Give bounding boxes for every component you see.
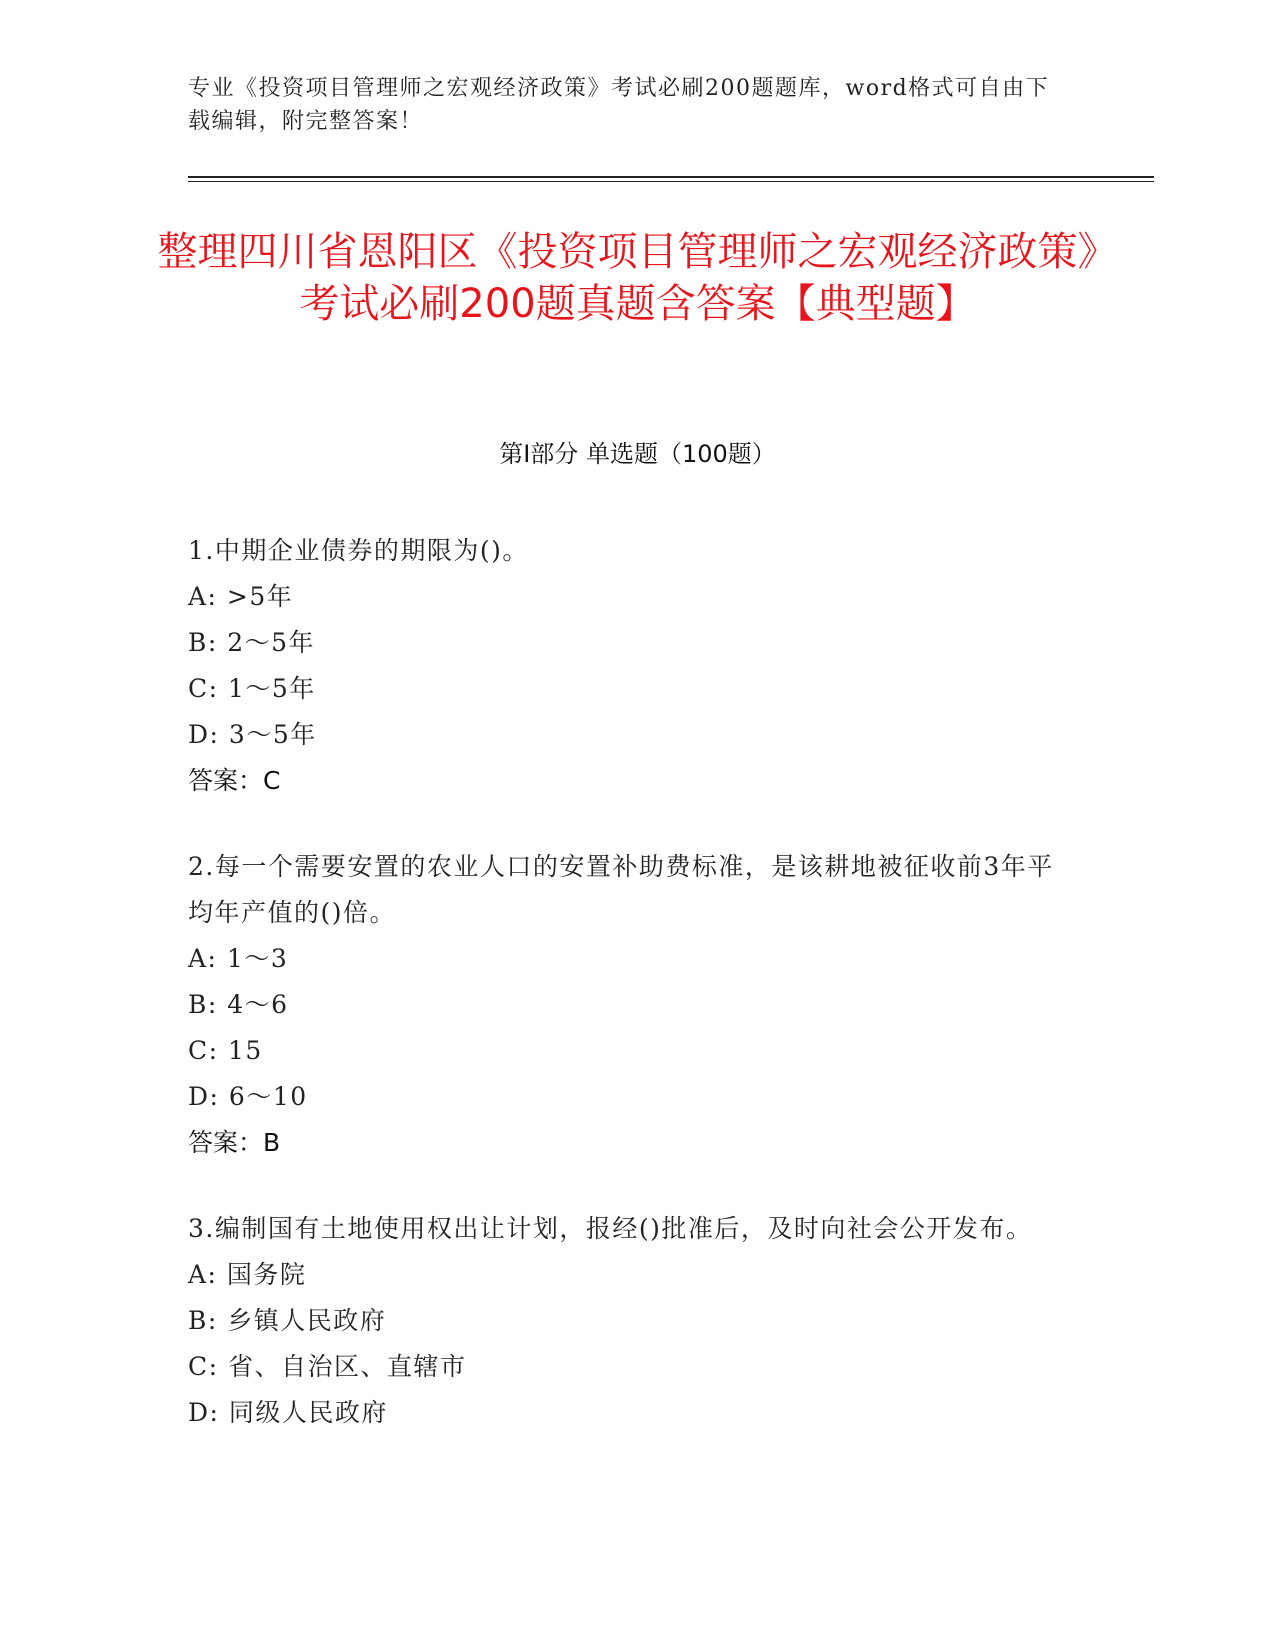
option-d: D: 3～5年 — [188, 720, 317, 749]
question-stem: 2.每一个需要安置的农业人口的安置补助费标准，是该耕地被征收前3年平均年产值的()倍。 — [188, 852, 1054, 927]
option-a: A: 国务院 — [188, 1260, 307, 1289]
option-c: C: 15 — [188, 1036, 263, 1065]
section-heading: 第Ⅰ部分 单选题（100题） — [499, 440, 776, 468]
option-b: B: 2～5年 — [188, 628, 316, 657]
question-3 — [188, 1206, 1068, 1436]
option-a: A: >5年 — [188, 582, 294, 611]
header-note: 专业《投资项目管理师之宏观经济政策》考试必刷200题题库，word格式可自由下载编辑，附完整答案！ — [188, 76, 1050, 134]
option-b: B: 4～6 — [188, 990, 289, 1019]
document-title: 整理四川省恩阳区《投资项目管理师之宏观经济政策》考试必刷200题真题含答案【典型题】 — [157, 229, 1118, 327]
question-stem: 3.编制国有土地使用权出让计划，报经()批准后，及时向社会公开发布。 — [188, 1214, 1033, 1243]
header-divider-thin — [188, 181, 1154, 182]
option-a: A: 1～3 — [188, 944, 289, 973]
answer-line: 答案：C — [188, 766, 281, 795]
option-c: C: 省、自治区、直辖市 — [188, 1352, 467, 1381]
header-divider — [188, 176, 1154, 178]
option-b: B: 乡镇人民政府 — [188, 1306, 387, 1335]
question-2 — [188, 844, 1068, 1166]
option-c: C: 1～5年 — [188, 674, 316, 703]
question-list — [188, 528, 1068, 1476]
answer-line: 答案：B — [188, 1128, 281, 1157]
question-1 — [188, 528, 1068, 804]
question-stem: 1.中期企业债券的期限为()。 — [188, 536, 529, 565]
option-d: D: 同级人民政府 — [188, 1398, 388, 1427]
option-d: D: 6～10 — [188, 1082, 308, 1111]
